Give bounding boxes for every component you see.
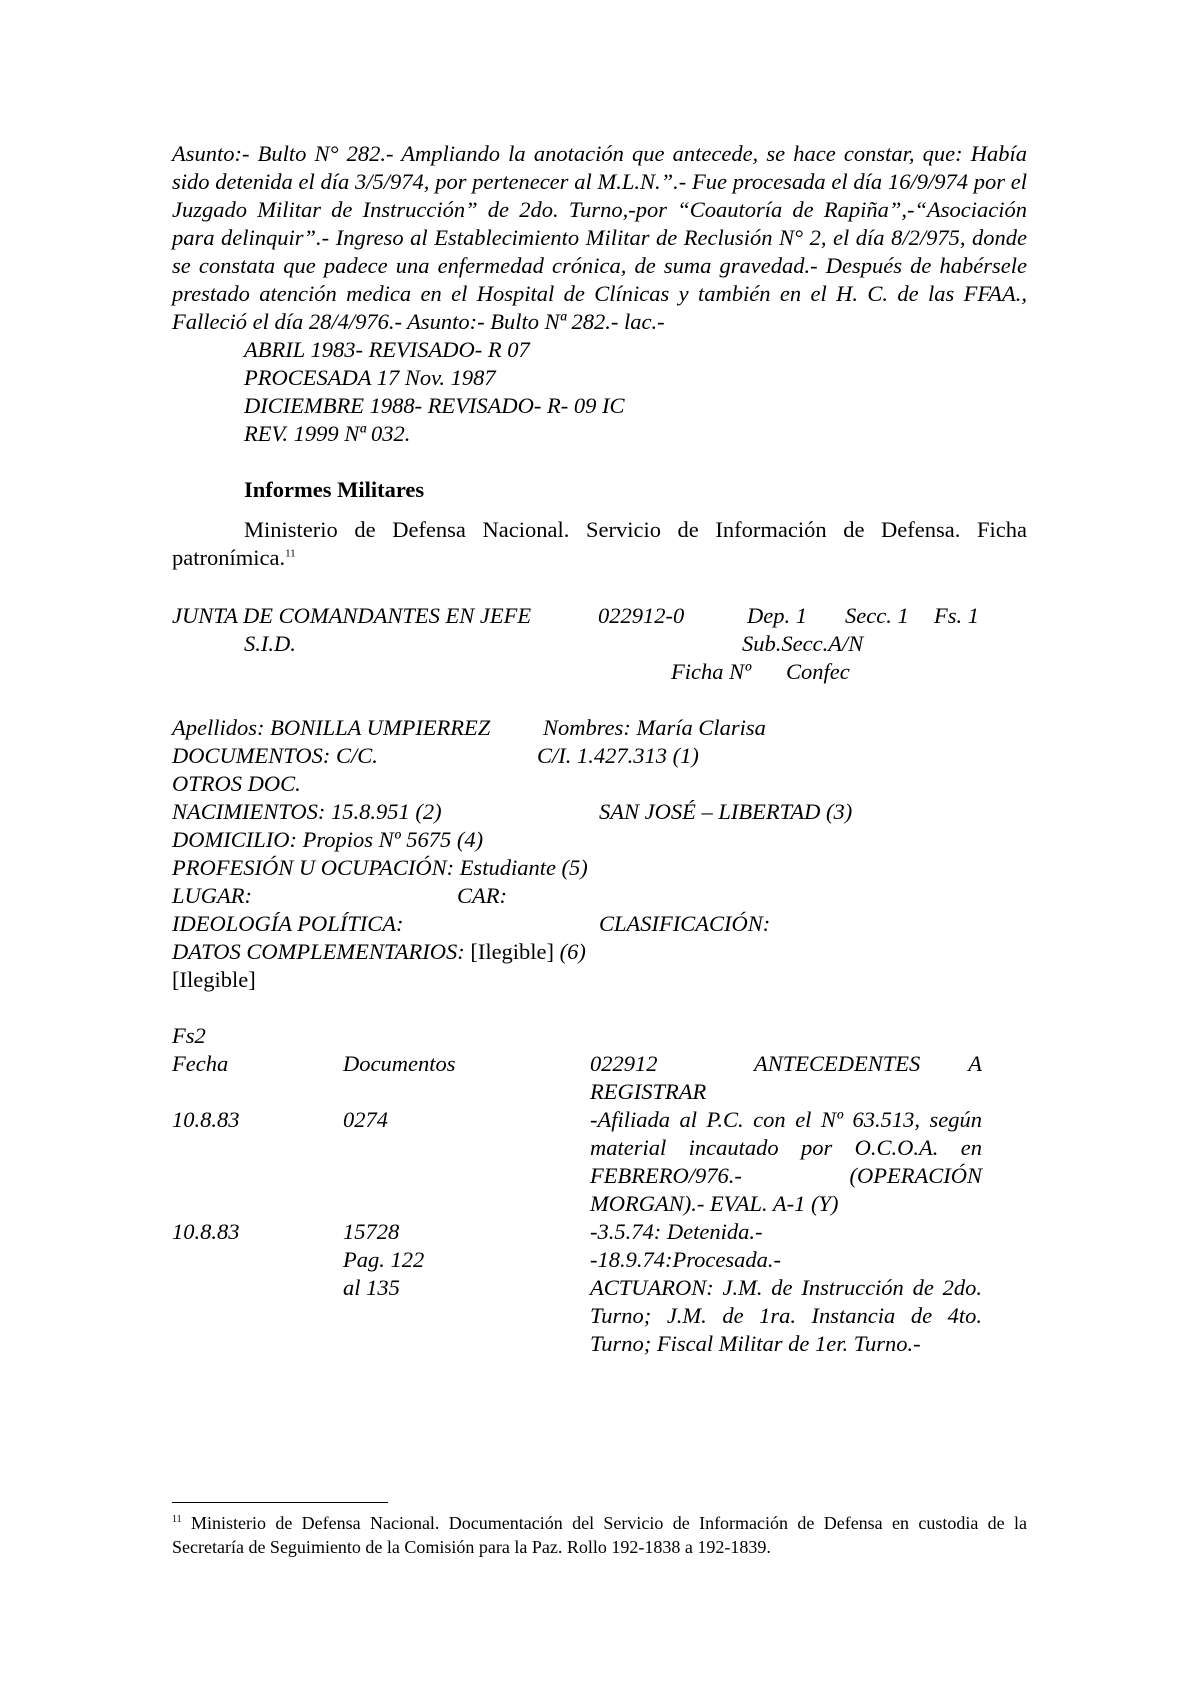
document-ref: al 135 (343, 1275, 400, 1300)
footnote (172, 1511, 1027, 1559)
footnote-separator (172, 1502, 388, 1503)
domicilio-field: DOMICILIO: Propios Nº 5675 (4) (172, 827, 484, 852)
row-documents (343, 1218, 590, 1358)
illegible-mark: [Ilegible] (172, 967, 256, 992)
document-ref: 0274 (343, 1107, 388, 1132)
complementarios-label: DATOS COMPLEMENTARIOS: (172, 939, 465, 964)
confec-label: Confec (786, 659, 850, 684)
revision-line: DICIEMBRE 1988- REVISADO- R- 09 IC (244, 393, 625, 418)
document-ref: Pag. 122 (343, 1247, 425, 1272)
nacimientos-field: NACIMIENTOS: 15.8.951 (2) (172, 799, 442, 824)
clasificacion-field: CLASIFICACIÓN: (599, 911, 771, 936)
fs2-label: Fs2 (172, 1023, 206, 1048)
secc-label: Secc. 1 (845, 603, 909, 628)
nombres-field: Nombres: María Clarisa (543, 715, 766, 740)
ficha-header (172, 602, 1027, 686)
row-antecedent (590, 1218, 982, 1358)
lugar-field: LUGAR: (172, 883, 252, 908)
revision-line: ABRIL 1983- REVISADO- R 07 (244, 337, 530, 362)
row-antecedent: -Afiliada al P.C. con el Nº 63.513, según material incautado por O.C.O.A. en FEBRERO/976.- (OPERACIÓN MORGAN).- EVAL. A-1 (Y) (590, 1107, 988, 1216)
row-documents (343, 1106, 590, 1218)
antecedentes-table (172, 1050, 988, 1358)
section-heading: Informes Militares (244, 477, 425, 502)
antecedentes-header: 022912 ANTECEDENTES A REGISTRAR (590, 1051, 988, 1104)
case-paragraph: Asunto:- Bulto N° 282.- Ampliando la anotación que antecede, se hace constar, que: Había sido detenida el día 3/5/974, por pertenecer al M.L.N.”.- Fue procesada el día 16/9/974 por el Juzgado Militar de Instrucción” de 2do. Turno,-por “Coautoría de Rapiña”,-“Asociación para delinquir”.- Ingreso al Establecimiento Militar de Reclusión N° 2, el día 8/2/975, donde se constata que padece una enfermedad crónica, de suma gravedad.- Después de habérsele prestado atención medica en el Hospital de Clínicas y también en el H. C. de las FFAA., Falleció el día 28/4/976.- Asunto:- Bulto Nª 282.- lac.- (172, 141, 1027, 334)
lugar-nacimiento-field: SAN JOSÉ – LIBERTAD (3) (599, 799, 853, 824)
antecedent-line: ACTUARON: J.M. de Instrucción de 2do. Turno; J.M. de 1ra. Instancia de 4to. Turno; Fiscal Militar de 1er. Turno.- (590, 1275, 982, 1356)
row-date: 10.8.83 (172, 1219, 240, 1244)
otros-doc-field: OTROS DOC. (172, 771, 301, 796)
antecedent-line: -18.9.74:Procesada.- (590, 1247, 781, 1272)
revision-list (172, 336, 1027, 448)
complementarios-ref: (6) (559, 939, 586, 964)
antecedent-line: -3.5.74: Detenida.- (590, 1219, 763, 1244)
sid-label: S.I.D. (244, 631, 296, 656)
subsecc-label: Sub.Secc.A/N (742, 631, 864, 656)
dep-label: Dep. 1 (747, 603, 807, 628)
documentos-header: Documentos (343, 1051, 456, 1076)
row-date: 10.8.83 (172, 1107, 240, 1132)
ideologia-field: IDEOLOGÍA POLÍTICA: (172, 911, 404, 936)
documentos-field: DOCUMENTOS: C/C. (172, 743, 378, 768)
intro-paragraph (172, 516, 1027, 572)
footnote-number: 11 (172, 1514, 182, 1525)
document-page (172, 140, 1027, 1358)
car-field: CAR: (457, 883, 507, 908)
complementarios-line (172, 938, 586, 966)
personal-data (172, 714, 1027, 994)
fecha-header: Fecha (172, 1051, 229, 1076)
ci-field: C/I. 1.427.313 (1) (537, 743, 699, 768)
table-row (172, 1106, 982, 1218)
table-row (172, 1218, 982, 1358)
fs-label: Fs. 1 (934, 603, 979, 628)
table-header-row (172, 1050, 982, 1106)
footnote-text: Ministerio de Defensa Nacional. Documentación del Servicio de Información de Defensa en custodia de la Secretaría de Seguimiento de la Comisión para la Paz. Rollo 192-1838 a 192-1839. (172, 1513, 1027, 1557)
revision-line: PROCESADA 17 Nov. 1987 (244, 365, 496, 390)
footnote-ref: 11 (285, 547, 296, 560)
revision-line: REV. 1999 Nª 032. (244, 421, 411, 446)
profesion-field: PROFESIÓN U OCUPACIÓN: Estudiante (5) (172, 855, 588, 880)
illegible-mark: [Ilegible] (470, 939, 555, 964)
ficha-code: 022912-0 (598, 603, 685, 628)
ficha-number-label: Ficha Nº (671, 659, 752, 684)
apellidos-field: Apellidos: BONILLA UMPIERREZ (172, 715, 491, 740)
junta-label: JUNTA DE COMANDANTES EN JEFE (172, 603, 532, 628)
intro-text: Ministerio de Defensa Nacional. Servicio de Información de Defensa. Ficha patronímica. (172, 517, 1027, 570)
document-ref: 15728 (343, 1219, 400, 1244)
